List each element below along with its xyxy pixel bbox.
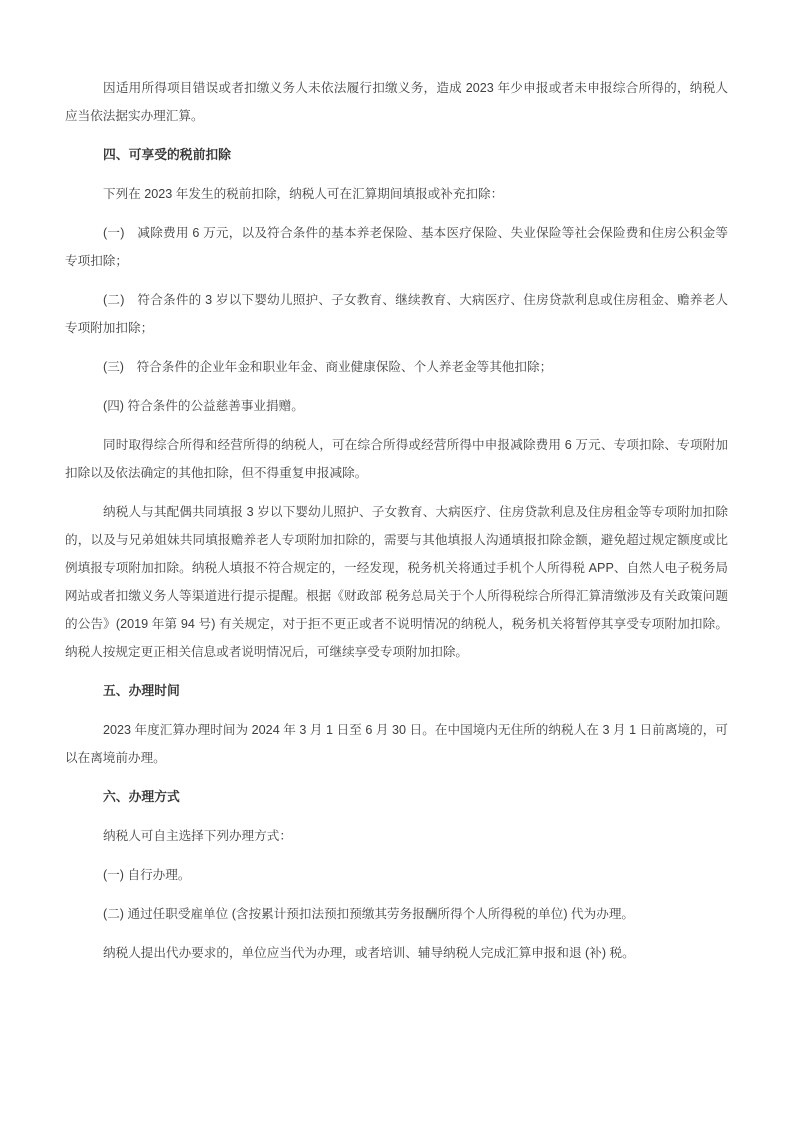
body-paragraph: 纳税人与其配偶共同填报 3 岁以下婴幼儿照护、子女教育、大病医疗、住房贷款利息及住房租金等专项附加扣除的，以及与兄弟姐妹共同填报赡养老人专项附加扣除的，需要与其他填报人沟通填报扣除金额，避免超过规定额度或比例填报专项附加扣除。纳税人填报不符合规定的，一经发现，税务机关将通过手机个人所得税 APP、自然人电子税务局网站或者扣缴义务人等渠道进行提示提醒。根据《财政部 税务总局关于个人所得税综合所得汇算清缴涉及有关政策问题的公告》(2019 年第 94 号) 有关规定，对于拒不更正或者不说明情况的纳税人，税务机关将暂停其享受专项附加扣除。纳税人按规定更正相关信息或者说明情况后，可继续享受专项附加扣除。 xyxy=(65,505,728,659)
body-paragraph: 下列在 2023 年发生的税前扣除，纳税人可在汇算期间填报或补充扣除： xyxy=(103,187,504,201)
section-heading-4-deductions: 四、可享受的税前扣除 xyxy=(103,147,231,162)
section-heading-6-method: 六、办理方式 xyxy=(103,789,180,804)
list-item-1: (一) 减除费用 6 万元，以及符合条件的基本养老保险、基本医疗保险、失业保险等社会保险费和住房公积金等专项扣除； xyxy=(65,226,728,268)
list-item-2: (二) 通过任职受雇单位 (含按累计预扣法预扣预缴其劳务报酬所得个人所得税的单位) 代为办理。 xyxy=(103,907,635,921)
list-item-2: (二) 符合条件的 3 岁以下婴幼儿照护、子女教育、继续教育、大病医疗、住房贷款利息或住房租金、赡养老人专项附加扣除； xyxy=(65,293,728,335)
section-heading-5-time: 五、办理时间 xyxy=(103,683,180,698)
body-paragraph: 2023 年度汇算办理时间为 2024 年 3 月 1 日至 6 月 30 日。在中国境内无住所的纳税人在 3 月 1 日前离境的，可以在离境前办理。 xyxy=(65,723,728,765)
body-paragraph: 纳税人可自主选择下列办理方式： xyxy=(103,829,292,843)
document-body xyxy=(65,74,728,978)
body-paragraph: 纳税人提出代办要求的，单位应当代为办理，或者培训、辅导纳税人完成汇算申报和退 (补) 税。 xyxy=(103,946,635,960)
list-item-3: (三) 符合条件的企业年金和职业年金、商业健康保险、个人养老金等其他扣除； xyxy=(103,360,553,374)
list-item-4: (四) 符合条件的公益慈善事业捐赠。 xyxy=(103,399,304,413)
list-item-1: (一) 自行办理。 xyxy=(103,868,191,882)
body-paragraph: 同时取得综合所得和经营所得的纳税人，可在综合所得或经营所得中申报减除费用 6 万元、专项扣除、专项附加扣除以及依法确定的其他扣除，但不得重复申报减除。 xyxy=(65,438,728,480)
body-paragraph: 因适用所得项目错误或者扣缴义务人未依法履行扣缴义务，造成 2023 年少申报或者未申报综合所得的，纳税人应当依法据实办理汇算。 xyxy=(65,81,728,123)
